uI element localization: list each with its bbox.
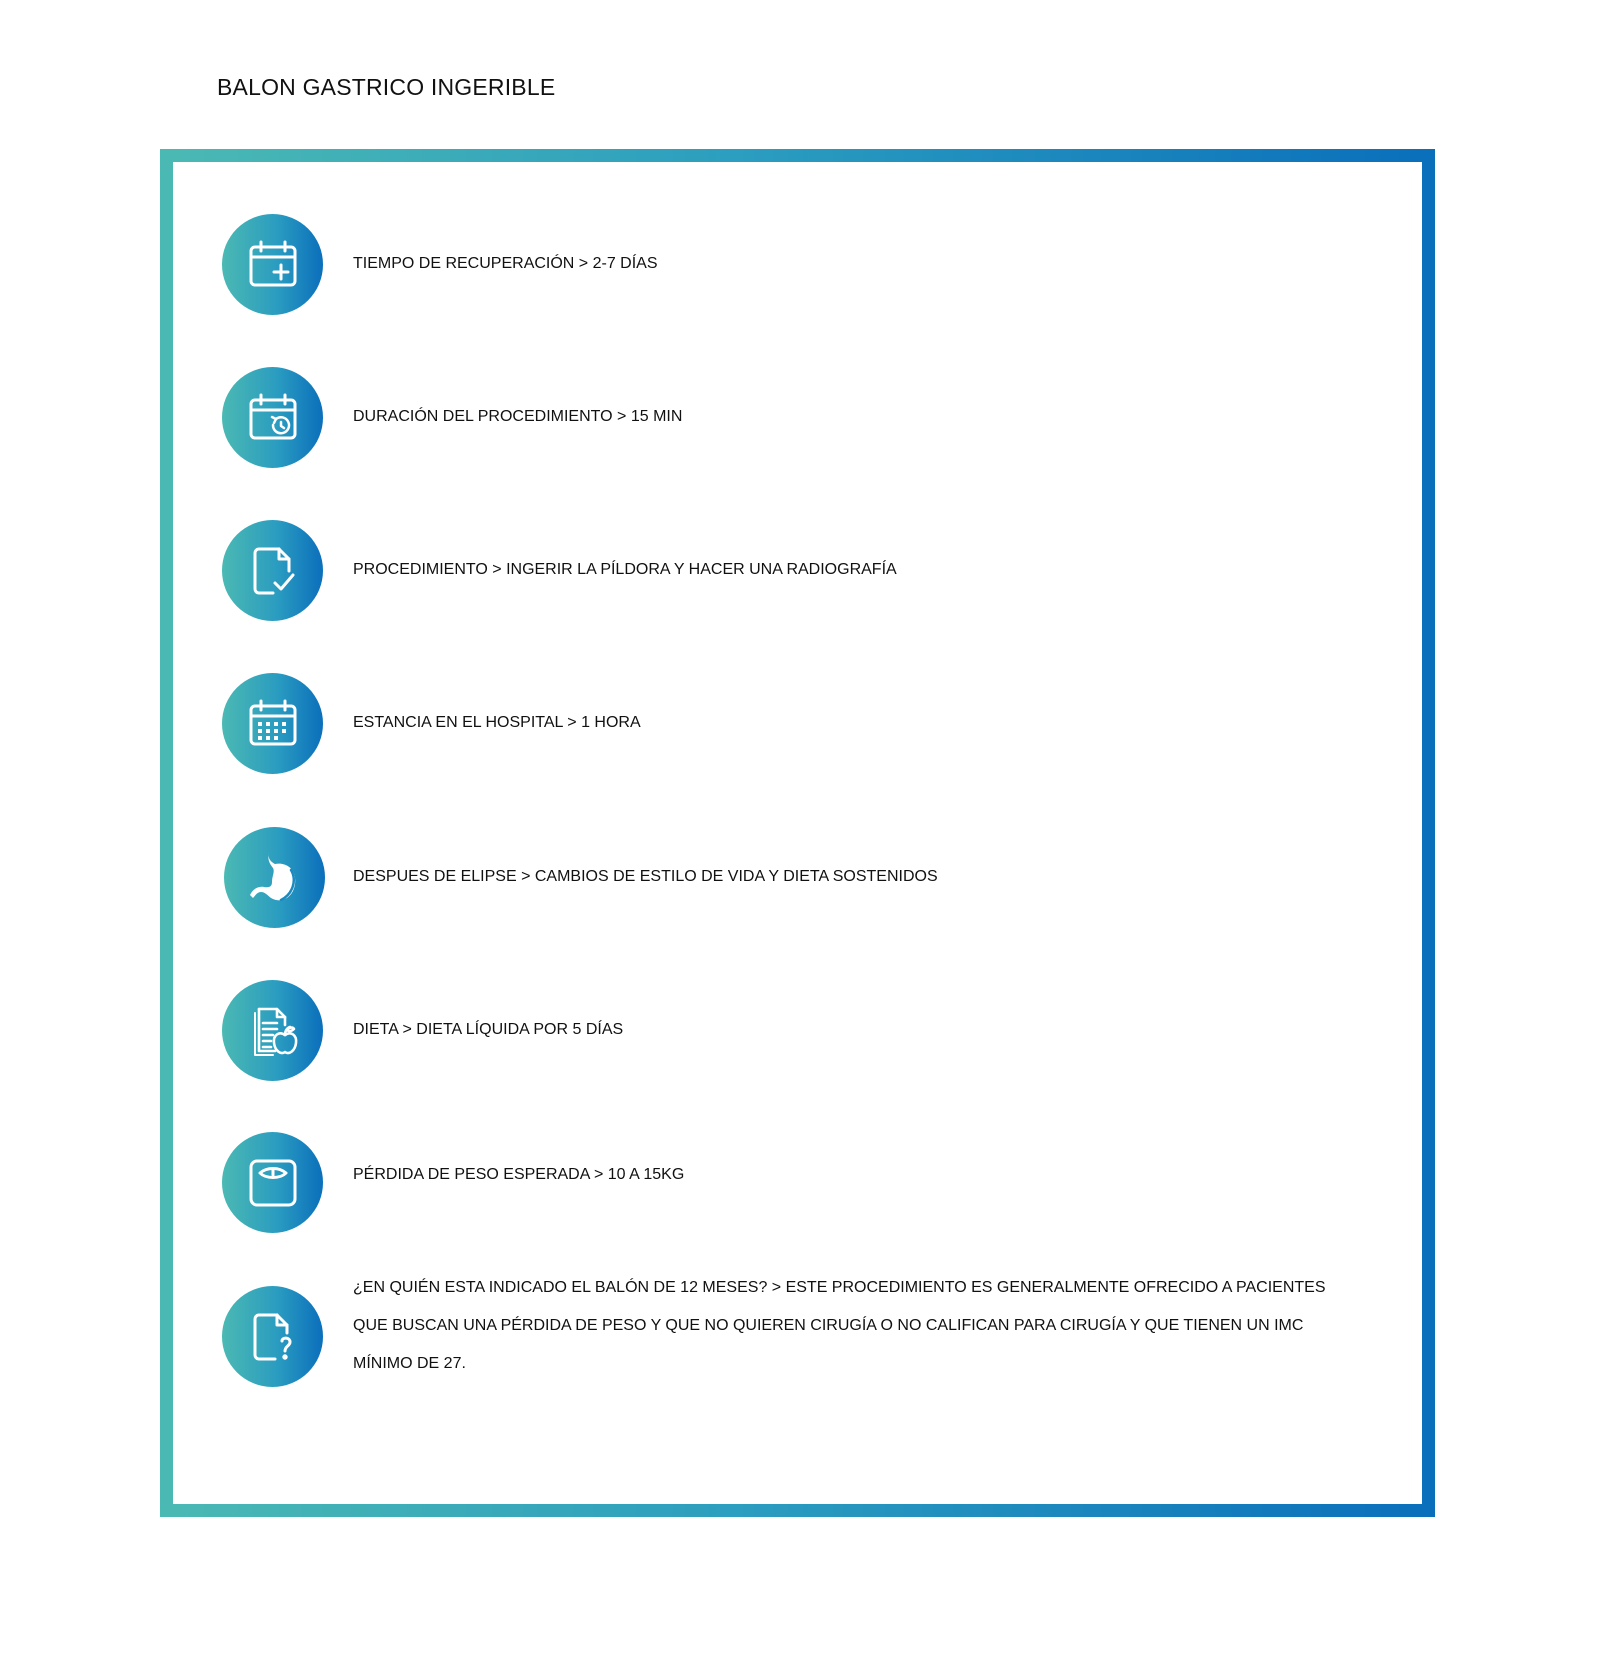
procedure-text: PROCEDIMIENTO > INGERIR LA PÍLDORA Y HACER UNA RADIOGRAFÍA xyxy=(353,561,897,578)
diet-document-apple-icon xyxy=(222,980,323,1081)
calendar-clock-icon xyxy=(222,367,323,468)
diet-text: DIETA > DIETA LÍQUIDA POR 5 DÍAS xyxy=(353,1021,624,1038)
calendar-grid-icon xyxy=(222,673,323,774)
after-elipse-text: DESPUES DE ELIPSE > CAMBIOS DE ESTILO DE VIDA Y DIETA SOSTENIDOS xyxy=(353,868,938,885)
document-question-icon xyxy=(222,1286,323,1387)
scale-icon xyxy=(222,1132,323,1233)
stomach-icon xyxy=(224,827,325,928)
calendar-plus-icon xyxy=(222,214,323,315)
info-card xyxy=(173,162,1422,1504)
procedure-duration-text: DURACIÓN DEL PROCEDIMIENTO > 15 MIN xyxy=(353,408,683,425)
recovery-time-text: TIEMPO DE RECUPERACIÓN > 2-7 DÍAS xyxy=(353,255,658,272)
document-check-icon xyxy=(222,520,323,621)
page-title: BALON GASTRICO INGERIBLE xyxy=(217,74,556,100)
info-card-frame xyxy=(160,149,1435,1517)
indication-text: ¿EN QUIÉN ESTA INDICADO EL BALÓN DE 12 MESES? > ESTE PROCEDIMIENTO ES GENERALMENTE OFRECIDO A PACIENTES QUE BUSCAN UNA PÉRDIDA DE PESO Y QUE NO QUIEREN CIRUGÍA O NO CALIFICAN PARA CIRUGÍA Y QUE TIENEN UN IMC MÍNIMO DE 27. xyxy=(353,1279,1326,1372)
expected-weight-loss-text: PÉRDIDA DE PESO ESPERADA > 10 A 15KG xyxy=(353,1166,685,1183)
hospital-stay-text: ESTANCIA EN EL HOSPITAL > 1 HORA xyxy=(353,714,641,731)
